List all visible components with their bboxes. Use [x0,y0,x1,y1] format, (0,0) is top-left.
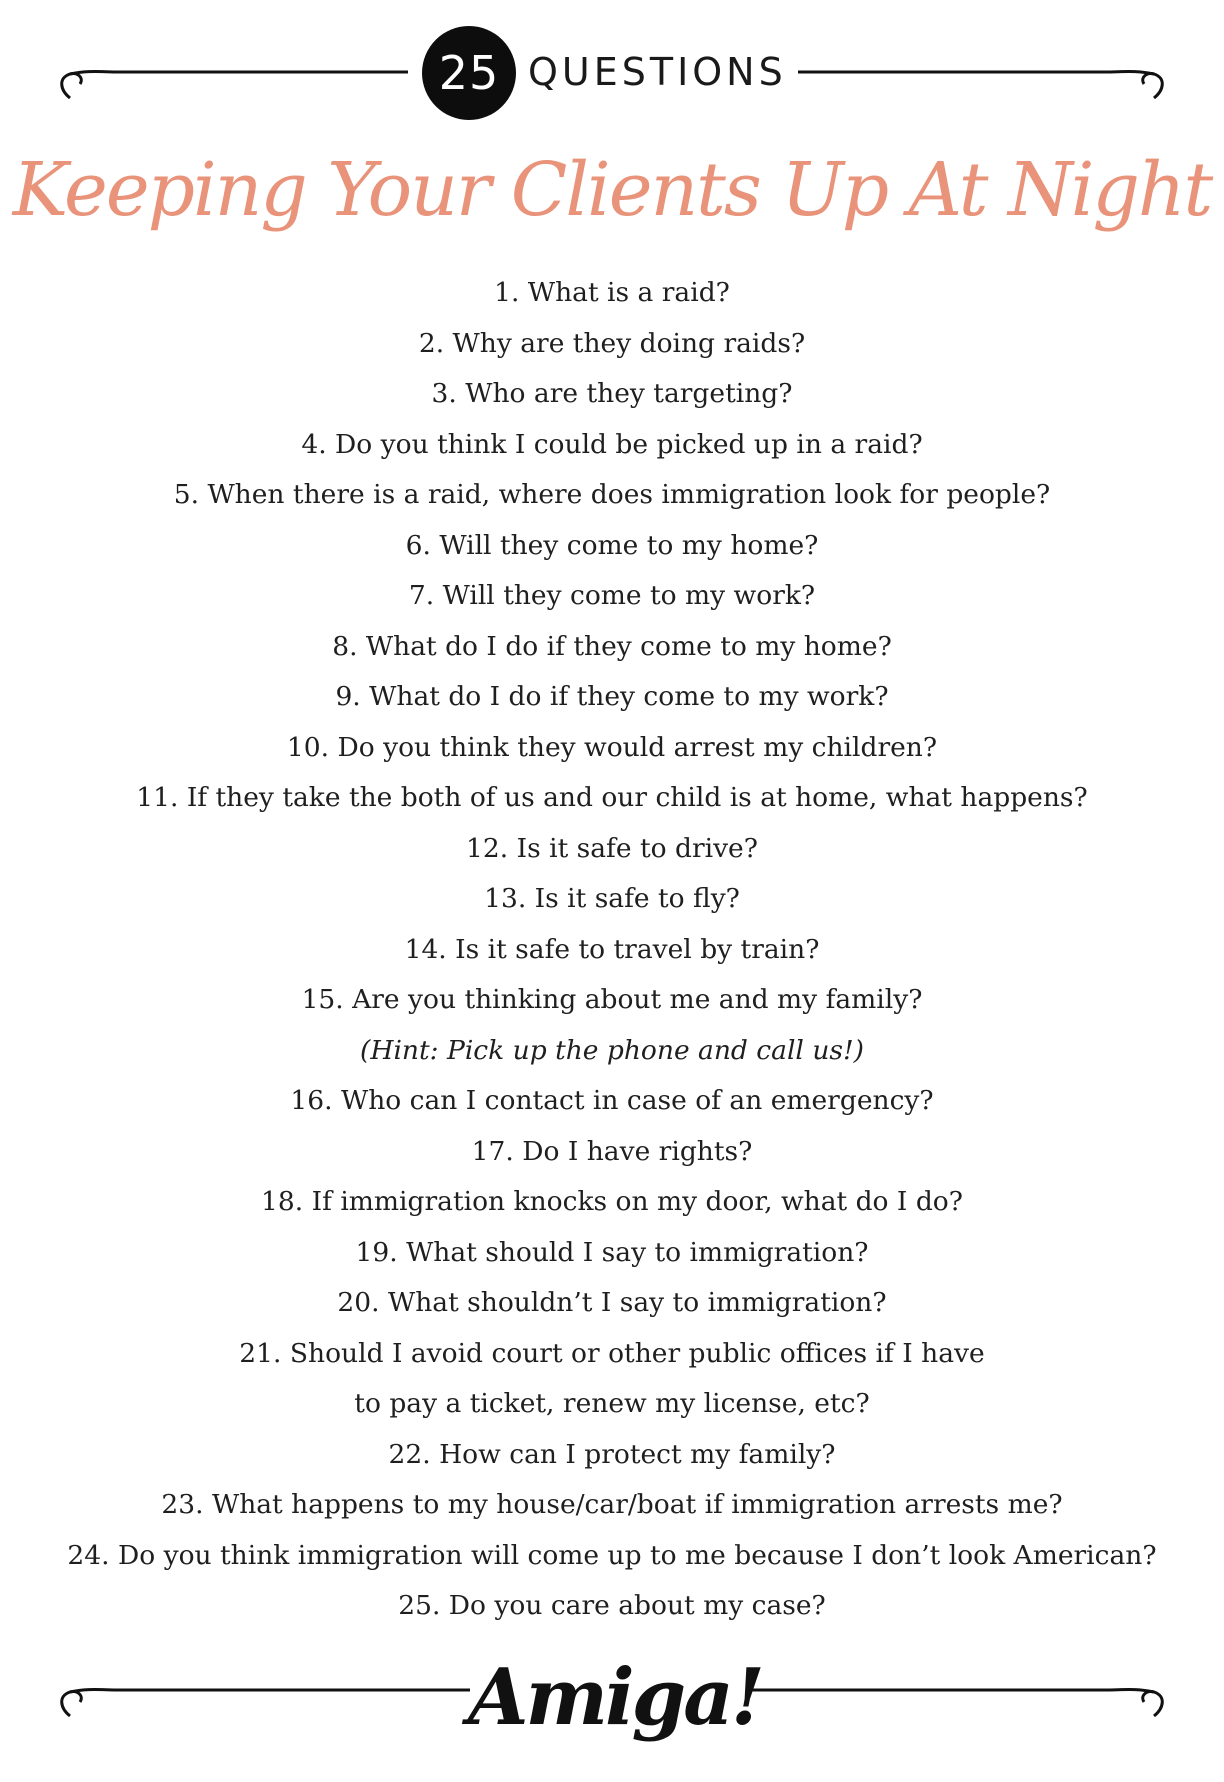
question-item: 18. If immigration knocks on my door, what do I do? [261,1186,963,1217]
question-item: 20. What shouldn’t I say to immigration? [337,1287,887,1318]
question-item: 13. Is it safe to fly? [484,883,740,914]
question-item: 9. What do I do if they come to my work? [335,681,889,712]
question-item: 17. Do I have rights? [471,1135,753,1167]
question-item: 5. When there is a raid, where does immigration look for people? [173,479,1051,510]
hint-text: (Hint: Pick up the phone and call us!) [360,1034,864,1066]
page-title: Keeping Your Clients Up At Night [12,147,1212,233]
question-item: 24. Do you think immigration will come up to me because I don’t look American? [67,1539,1157,1571]
question-item-continuation: to pay a ticket, renew my license, etc? [354,1388,870,1419]
question-item: 12. Is it safe to drive? [466,832,758,864]
question-item: 2. Why are they doing raids? [418,327,806,359]
question-item: 25. Do you care about my case? [398,1590,826,1621]
question-item: 19. What should I say to immigration? [355,1236,869,1268]
question-item: 4. Do you think I could be picked up in a raid? [301,428,923,460]
question-item: 16. Who can I contact in case of an emergency? [290,1085,934,1116]
question-item: 10. Do you think they would arrest my children? [286,731,938,763]
question-item: 6. Will they come to my home? [405,529,819,561]
question-item: 1. What is a raid? [494,277,730,308]
question-item: 7. Will they come to my work? [408,580,816,611]
question-item: 15. Are you thinking about me and my family? [301,984,923,1015]
question-item: 23. What happens to my house/car/boat if immigration arrests me? [161,1489,1063,1520]
question-list [0,268,1224,1632]
question-item: 14. Is it safe to travel by train? [404,933,820,965]
question-item: 21. Should I avoid court or other public offices if I have [239,1337,985,1369]
question-item: 3. Who are they targeting? [431,378,793,409]
question-item: 8. What do I do if they come to my home? [332,630,892,662]
question-item: 11. If they take the both of us and our child is at home, what happens? [136,782,1088,813]
question-item: 22. How can I protect my family? [388,1438,836,1470]
badge-label: QUESTIONS [528,50,787,94]
question-count-badge: 25 [422,26,516,120]
amiga-logo-signature: Amiga! [468,1652,762,1743]
